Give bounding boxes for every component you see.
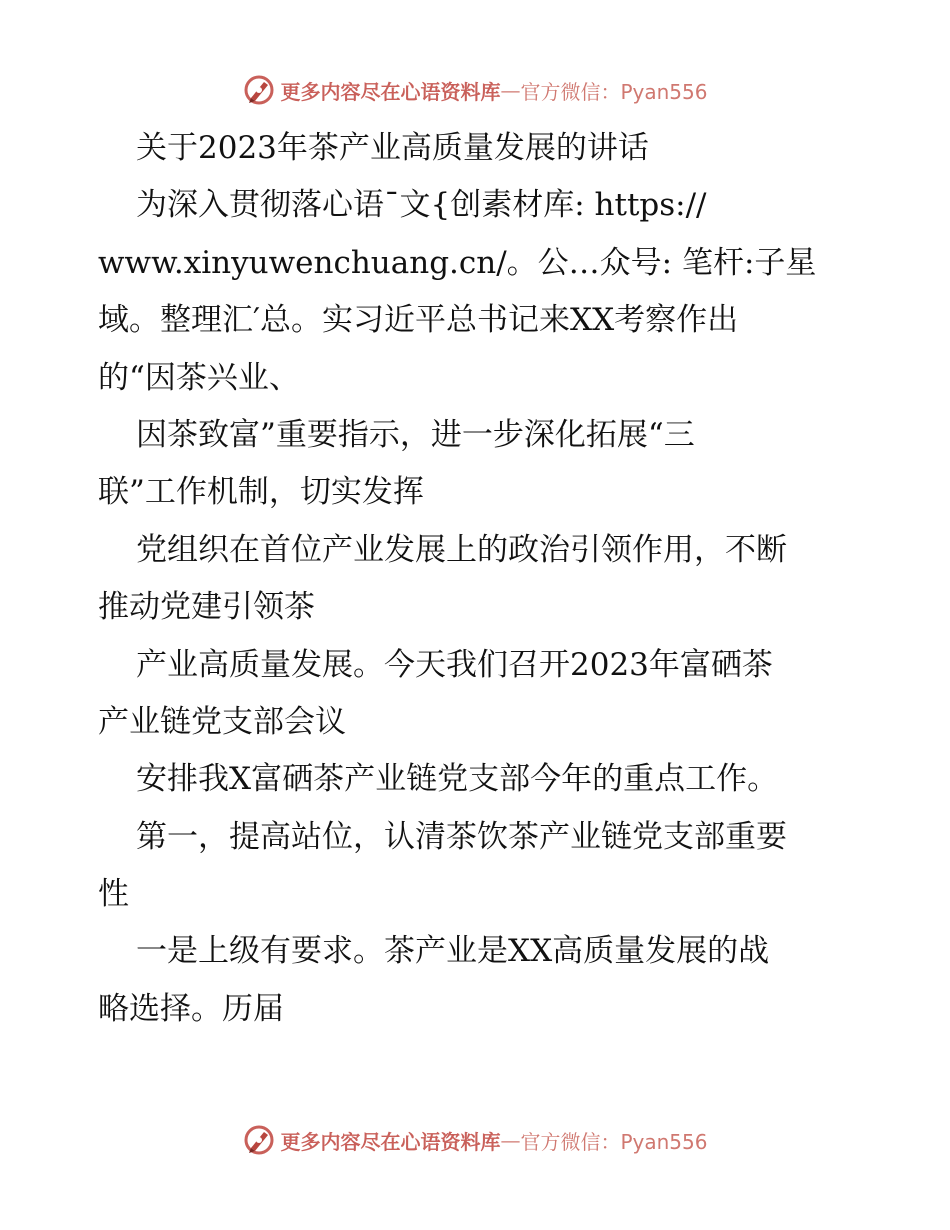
- watermark-account-text: 官方微信：Pyan556: [520, 79, 708, 104]
- header-watermark: [0, 70, 950, 110]
- text-line: 略选择。历届: [98, 990, 284, 1027]
- text-line: www.xinyuwenchuang.cn/。公…众号: 笔杆:子星: [98, 244, 817, 281]
- watermark-account-text: 官方微信：Pyan556: [520, 1129, 708, 1154]
- text-line: 因茶致富”重要指示，进一步深化拓展“三: [136, 416, 695, 453]
- text-line: 产业高质量发展。今天我们召开2023年富硒茶: [136, 646, 773, 683]
- text-line: 推动党建引领茶: [98, 589, 315, 626]
- pen-circle-logo-icon: [242, 1123, 276, 1157]
- text-line: 党组织在首位产业发展上的政治引领作用，不断: [136, 531, 787, 568]
- watermark-separator: —: [500, 1128, 521, 1152]
- watermark-main-text: 更多内容尽在心语资料库: [280, 1129, 501, 1154]
- pen-circle-logo-icon: [242, 73, 276, 107]
- text-line: 关于2023年茶产业高质量发展的讲话: [136, 130, 649, 166]
- text-line: 域。整理汇′总。实习近平总书记来XX考察作出: [98, 302, 739, 339]
- watermark-main-text: 更多内容尽在心语资料库: [280, 79, 501, 104]
- document-body: [98, 120, 858, 1038]
- text-line: 安排我X富硒茶产业链党支部今年的重点工作。: [136, 761, 779, 798]
- text-line: 的“因茶兴业、: [98, 359, 300, 396]
- watermark-separator: —: [500, 78, 521, 102]
- footer-watermark: [0, 1120, 950, 1160]
- text-line: 性: [98, 876, 129, 913]
- text-line: 为深入贯彻落心语¯文{创素材库: https://: [136, 187, 707, 224]
- text-line: 第一，提高站位，认清茶饮茶产业链党支部重要: [136, 818, 787, 855]
- text-line: 产业链党支部会议: [98, 703, 346, 740]
- text-line: 一是上级有要求。茶产业是XX高质量发展的战: [136, 933, 770, 970]
- text-line: 联”工作机制，切实发挥: [98, 474, 424, 511]
